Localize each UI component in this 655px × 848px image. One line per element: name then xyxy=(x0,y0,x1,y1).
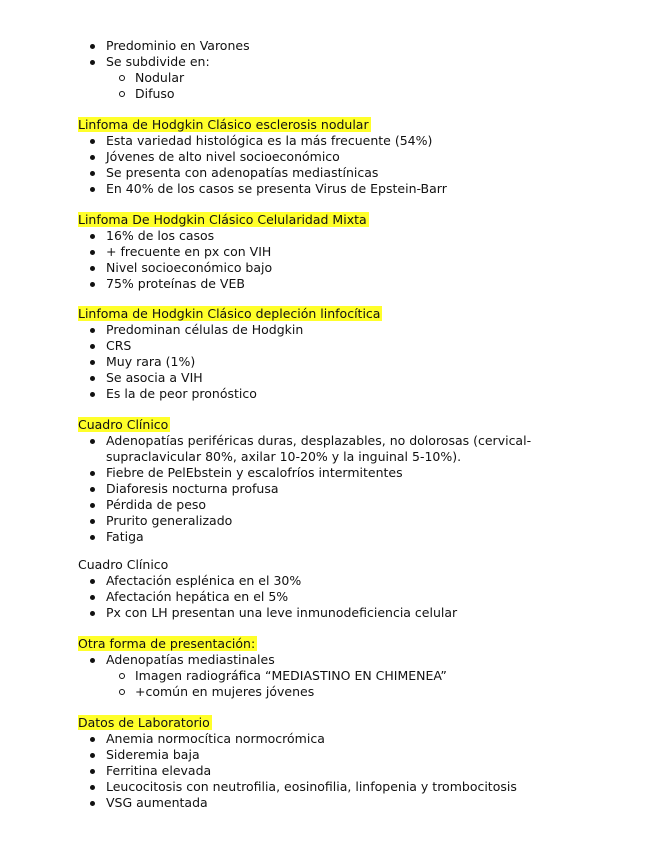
list-item: + frecuente en px con VIH xyxy=(78,244,638,260)
list-item: Esta variedad histológica es la más frecuente (54%) xyxy=(78,133,638,149)
list-item: Pérdida de peso xyxy=(78,497,638,513)
list-item: Fatiga xyxy=(78,529,638,545)
section-heading xyxy=(78,417,638,433)
highlighted-heading-text: Linfoma de Hodgkin Clásico depleción linfocítica xyxy=(78,306,381,321)
highlighted-heading-text: Otra forma de presentación: xyxy=(78,636,256,651)
cuadro-clinico-list xyxy=(78,433,638,545)
list-item: Predominio en Varones xyxy=(78,38,638,54)
list-item: Adenopatías periféricas duras, desplazables, no dolorosas (cervical-supraclavicular 80%, axilar 10-20% y la inguinal 5-10%). xyxy=(78,433,638,465)
list-item: Nivel socioeconómico bajo xyxy=(78,260,638,276)
highlighted-heading-text: Datos de Laboratorio xyxy=(78,715,210,730)
cuadro-clinico-section xyxy=(78,417,638,545)
section-heading xyxy=(78,117,638,133)
sub-list xyxy=(106,668,638,700)
list-item: 75% proteínas de VEB xyxy=(78,276,638,292)
otra-presentacion-section xyxy=(78,636,638,700)
section-heading xyxy=(78,212,638,228)
cuadro-clinico-2-list xyxy=(78,573,638,621)
esclerosis-section xyxy=(78,117,638,197)
list-item: Afectación esplénica en el 30% xyxy=(78,573,638,589)
celularidad-list xyxy=(78,228,638,292)
highlighted-heading-text: Linfoma de Hodgkin Clásico esclerosis nodular xyxy=(78,117,369,132)
list-item: Es la de peor pronóstico xyxy=(78,386,638,402)
list-item: Muy rara (1%) xyxy=(78,354,638,370)
list-item: 16% de los casos xyxy=(78,228,638,244)
intro-section xyxy=(78,38,638,102)
deplecion-section xyxy=(78,306,638,402)
list-item: Se presenta con adenopatías mediastínicas xyxy=(78,165,638,181)
sub-list-item: Nodular xyxy=(106,70,638,86)
esclerosis-list xyxy=(78,133,638,197)
list-item: CRS xyxy=(78,338,638,354)
list-item-text: Se subdivide en: xyxy=(106,54,210,69)
otra-presentacion-list xyxy=(78,652,638,700)
sub-list xyxy=(106,70,638,102)
laboratorio-list xyxy=(78,731,638,811)
laboratorio-section xyxy=(78,715,638,811)
cuadro-clinico-2-section xyxy=(78,557,638,621)
list-item: En 40% de los casos se presenta Virus de Epstein-Barr xyxy=(78,181,638,197)
deplecion-list xyxy=(78,322,638,402)
section-heading xyxy=(78,636,638,652)
celularidad-section xyxy=(78,212,638,292)
highlighted-heading-text: Linfoma De Hodgkin Clásico Celularidad Mixta xyxy=(78,212,367,227)
list-item xyxy=(78,54,638,102)
list-item: Prurito generalizado xyxy=(78,513,638,529)
list-item: Sideremia baja xyxy=(78,747,638,763)
list-item: Afectación hepática en el 5% xyxy=(78,589,638,605)
list-item: Se asocia a VIH xyxy=(78,370,638,386)
sub-list-item: Imagen radiográfica “MEDIASTINO EN CHIMENEA” xyxy=(106,668,638,684)
list-item: Px con LH presentan una leve inmunodeficiencia celular xyxy=(78,605,638,621)
highlighted-heading-text: Cuadro Clínico xyxy=(78,417,169,432)
list-item: Anemia normocítica normocrómica xyxy=(78,731,638,747)
list-item: Fiebre de PelEbstein y escalofríos intermitentes xyxy=(78,465,638,481)
sub-list-item: +común en mujeres jóvenes xyxy=(106,684,638,700)
section-heading-plain: Cuadro Clínico xyxy=(78,557,169,572)
list-item: Leucocitosis con neutrofilia, eosinofilia, linfopenia y trombocitosis xyxy=(78,779,638,795)
list-item: VSG aumentada xyxy=(78,795,638,811)
list-item: Diaforesis nocturna profusa xyxy=(78,481,638,497)
list-item: Ferritina elevada xyxy=(78,763,638,779)
sub-list-item: Difuso xyxy=(106,86,638,102)
list-item xyxy=(78,652,638,700)
list-item: Jóvenes de alto nivel socioeconómico xyxy=(78,149,638,165)
list-item: Predominan células de Hodgkin xyxy=(78,322,638,338)
section-heading xyxy=(78,715,638,731)
section-heading xyxy=(78,306,638,322)
intro-list xyxy=(78,38,638,102)
list-item-text: Adenopatías mediastinales xyxy=(106,652,275,667)
